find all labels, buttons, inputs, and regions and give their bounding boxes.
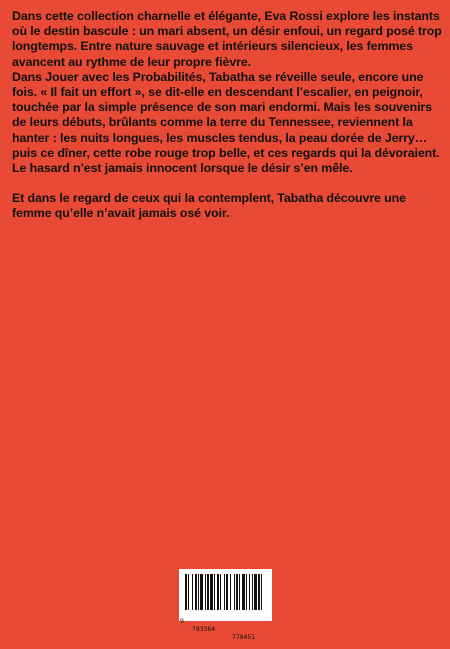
- barcode-bar: [242, 574, 245, 610]
- barcode-bar: [236, 574, 238, 610]
- isbn-barcode: [179, 569, 272, 641]
- barcode-bar: [234, 574, 235, 610]
- barcode-bar: [258, 574, 260, 610]
- barcode-digit-prefix: 9: [180, 617, 184, 625]
- barcode-bar: [230, 574, 231, 610]
- barcode-bar: [239, 574, 240, 610]
- barcode-digit-group-2: 778451: [232, 633, 256, 641]
- barcode-bar: [249, 574, 250, 610]
- barcode-bars: [185, 574, 266, 610]
- barcode-bar: [205, 574, 206, 610]
- barcode-bar: [214, 574, 215, 610]
- back-cover-blurb: [12, 9, 442, 222]
- barcode-bar: [188, 574, 189, 610]
- barcode-bar: [195, 574, 197, 610]
- blurb-paragraph-closing: Et dans le regard de ceux qui la contemplent, Tabatha découvre une femme qu’elle n’avait jamais osé voir.: [12, 191, 406, 221]
- barcode-bar: [185, 574, 187, 610]
- barcode-digits: [179, 609, 272, 649]
- barcode-bar: [192, 574, 193, 610]
- barcode-bar: [198, 574, 199, 610]
- barcode-bar: [210, 574, 213, 610]
- barcode-bar: [200, 574, 203, 610]
- blurb-paragraph-intro: Dans cette collection charnelle et élégante, Eva Rossi explore les instants où le destin bascule : un mari absent, un désir enfoui, un regard posé trop longtemps. Entre nature sauvage et intérieurs silencieux, les femmes avancent au rythme de leur propre fièvre.: [12, 9, 442, 69]
- barcode-digit-group-1: 783384: [192, 625, 216, 633]
- barcode-bar: [254, 574, 257, 610]
- blurb-paragraph-story: Dans Jouer avec les Probabilités, Tabatha se réveille seule, encore une fois. « Il fait un effort », se dit-elle en descendant l’escalier, en peignoir, touchée par la simple présence de son mari endormi. Mais les souvenirs de leurs débuts, brûlants comme la terre du Tennessee, reviennent la hanter : les nuits longues, les muscles tendus, la peau dorée de Jerry… puis ce dîner, cette robe rouge trop belle, et ces regards qui la dévoraient.: [12, 69, 440, 160]
- barcode-bar: [246, 574, 247, 610]
- barcode-bar: [224, 574, 225, 610]
- blurb-paragraph-tagline: Le hasard n’est jamais innocent lorsque le désir s’en mêle.: [12, 161, 353, 176]
- barcode-bar: [217, 574, 219, 610]
- barcode-bar: [220, 574, 221, 610]
- barcode-bar: [207, 574, 209, 610]
- barcode-bar: [226, 574, 228, 610]
- barcode-bar: [252, 574, 253, 610]
- barcode-bar: [261, 574, 262, 610]
